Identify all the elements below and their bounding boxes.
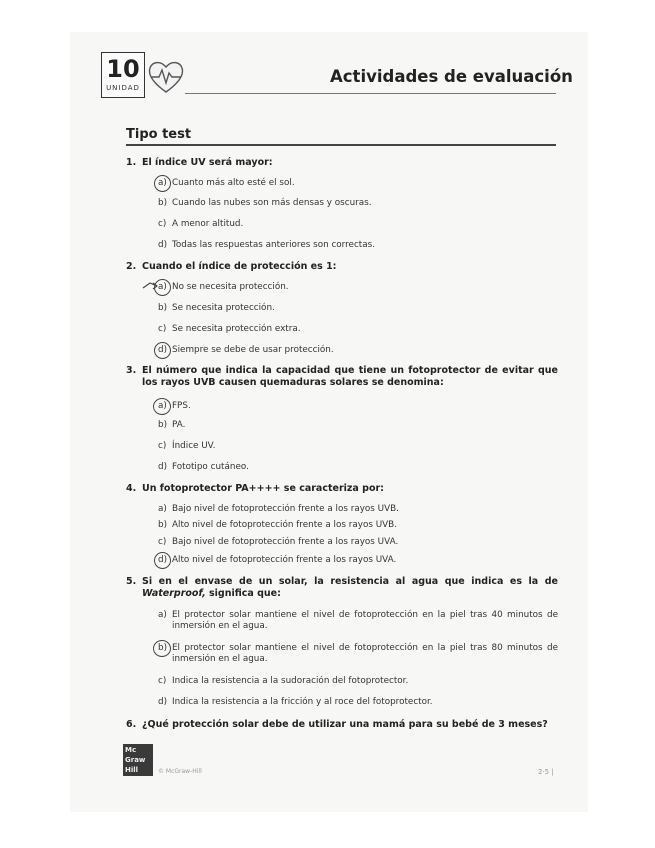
logo-line: Hill [125, 766, 139, 774]
publisher-logo [123, 744, 153, 776]
question-number: 4. [126, 483, 137, 494]
option-letter: c) [158, 441, 167, 451]
option-5a [158, 610, 558, 632]
option-letter: d) [158, 240, 168, 250]
option-letter: d) [158, 462, 168, 472]
option-2c [158, 324, 558, 335]
question-5 [126, 576, 558, 600]
answer-circle-mark [154, 175, 171, 192]
option-letter: a) [158, 401, 167, 411]
option-letter: a) [158, 610, 167, 620]
option-text: Alto nivel de fotoprotección frente a los rayos UVA. [172, 555, 397, 565]
answer-circle-mark [154, 279, 171, 296]
option-letter: b) [158, 198, 168, 208]
question-6 [126, 719, 558, 731]
option-3d [158, 462, 558, 473]
question-number: 2. [126, 261, 137, 272]
option-4a [158, 504, 558, 515]
option-5b [158, 643, 558, 665]
question-number: 6. [126, 719, 137, 730]
option-1d [158, 240, 558, 251]
question-text: Cuando el índice de protección es 1: [142, 261, 337, 272]
option-2a [158, 282, 558, 293]
option-letter: c) [158, 537, 167, 547]
option-text: Siempre se debe de usar protección. [172, 345, 334, 355]
title-divider [185, 93, 556, 94]
question-text: Un fotoprotector PA++++ se caracteriza por: [142, 483, 384, 494]
option-3a [158, 401, 558, 412]
question-number: 1. [126, 157, 137, 168]
option-text: PA. [172, 420, 186, 430]
option-letter: a) [158, 504, 167, 514]
answer-circle-mark [154, 342, 171, 359]
section-title: Tipo test [126, 127, 192, 142]
question-text: ¿Qué protección solar debe de utilizar una mamá para su bebé de 3 meses? [142, 719, 548, 730]
option-text: Se necesita protección. [172, 303, 275, 313]
option-letter: a) [158, 178, 167, 188]
option-1c [158, 219, 558, 230]
question-1 [126, 157, 558, 169]
section-divider [126, 144, 556, 146]
question-3 [126, 365, 558, 389]
option-text: A menor altitud. [172, 219, 244, 229]
option-1b [158, 198, 558, 209]
option-letter: b) [158, 643, 168, 653]
option-letter: b) [158, 520, 168, 530]
question-text-start: Si en el envase de un solar, la resistencia al agua que indica es la de [142, 576, 558, 587]
option-text: Fototipo cutáneo. [172, 462, 249, 472]
option-letter: c) [158, 324, 167, 334]
option-text: Se necesita protección extra. [172, 324, 301, 334]
option-text: Alto nivel de fotoprotección frente a los rayos UVB. [172, 520, 398, 530]
option-4c [158, 537, 558, 548]
question-text-emphasis: Waterproof, [142, 588, 206, 599]
option-letter: d) [158, 555, 168, 565]
logo-line: Graw [125, 756, 146, 764]
option-letter: a) [158, 282, 167, 292]
page-title: Actividades de evaluación [330, 67, 573, 86]
question-text [142, 576, 558, 600]
option-text: Indica la resistencia a la sudoración del fotoprotector. [172, 676, 409, 686]
option-2b [158, 303, 558, 314]
option-letter: b) [158, 420, 168, 430]
option-letter: b) [158, 303, 168, 313]
question-2 [126, 261, 558, 273]
option-text: Índice UV. [172, 441, 216, 451]
option-letter: c) [158, 676, 167, 686]
option-text: El protector solar mantiene el nivel de fotoprotección en la piel tras 80 minutos de inmersión en el agua. [172, 643, 558, 664]
page-number: 2·5 | [538, 768, 554, 776]
option-text: Indica la resistencia a la fricción y al roce del fotoprotector. [172, 697, 433, 707]
copyright-text: © McGraw-Hill [158, 768, 202, 775]
unit-label: UNIDAD [106, 84, 140, 92]
question-number: 5. [126, 576, 137, 587]
option-letter: d) [158, 345, 168, 355]
option-text: Cuando las nubes son más densas y oscuras. [172, 198, 372, 208]
logo-line: Mc [125, 746, 137, 754]
option-text: No se necesita protección. [172, 282, 289, 292]
option-1a [158, 178, 558, 189]
option-3b [158, 420, 558, 431]
question-number: 3. [126, 365, 137, 376]
option-2d [158, 345, 558, 356]
option-5d [158, 697, 558, 708]
unit-number: 10 [106, 55, 140, 83]
option-text: Bajo nivel de fotoprotección frente a los rayos UVB. [172, 504, 399, 514]
option-5c [158, 676, 558, 687]
answer-circle-mark [154, 552, 171, 569]
option-text: Bajo nivel de fotoprotección frente a los rayos UVA. [172, 537, 399, 547]
option-text: Todas las respuestas anteriores son correctas. [172, 240, 376, 250]
option-letter: d) [158, 697, 168, 707]
question-text-end: significa que: [205, 588, 281, 599]
option-text: FPS. [172, 401, 191, 411]
heart-pulse-icon [146, 56, 186, 96]
option-text: Cuanto más alto esté el sol. [172, 178, 295, 188]
answer-circle-mark [153, 398, 171, 415]
option-4b [158, 520, 558, 531]
option-3c [158, 441, 558, 452]
option-letter: c) [158, 219, 167, 229]
option-4d [158, 555, 558, 566]
question-text: El número que indica la capacidad que tiene un fotoprotector de evitar que los rayos UVB causen quemaduras solares se denomina: [142, 365, 558, 388]
question-4 [126, 483, 558, 495]
answer-circle-mark [153, 640, 171, 657]
unit-badge [101, 52, 145, 98]
question-text: El índice UV será mayor: [142, 157, 273, 168]
option-text: El protector solar mantiene el nivel de fotoprotección en la piel tras 40 minutos de inmersión en el agua. [172, 610, 558, 631]
